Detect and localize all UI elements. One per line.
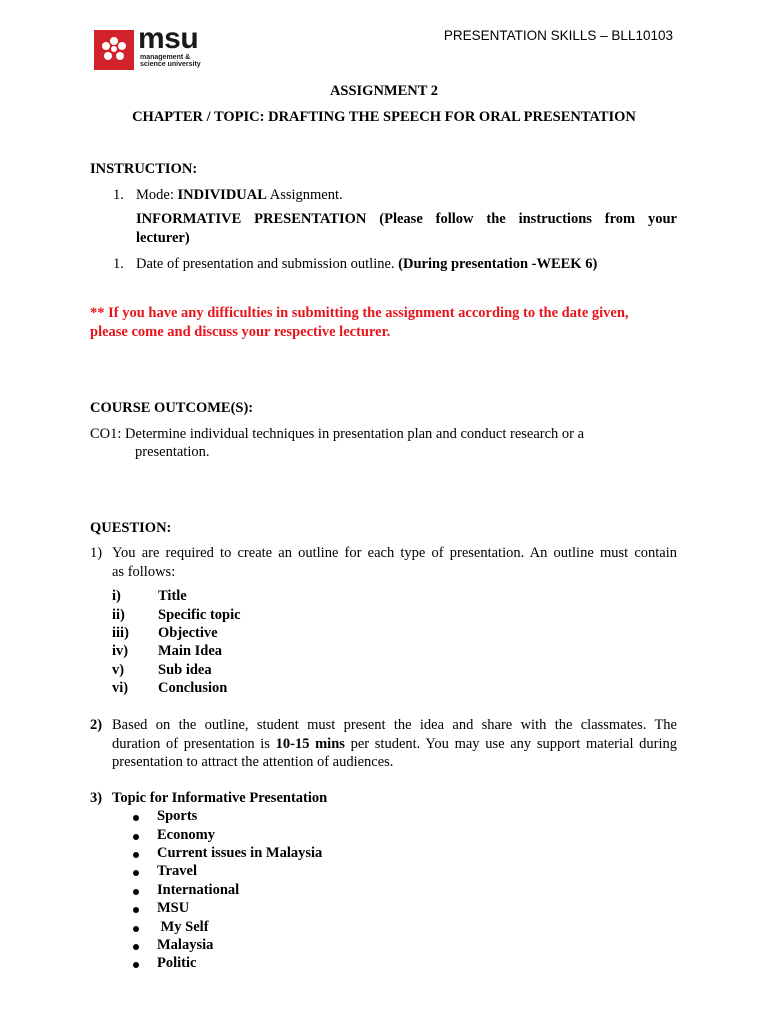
instruction-informative-cont: lecturer)	[136, 230, 190, 246]
question-1-text: You are required to create an outline for each type of presentation. An outline must contain	[112, 545, 677, 561]
topic-item-politic: Politic	[157, 955, 197, 971]
outline-item-conclusion: Conclusion	[158, 680, 228, 696]
outline-item-title: Title	[158, 588, 187, 604]
outline-item-number: vi)	[112, 680, 129, 696]
topic-item-economy: Economy	[157, 827, 215, 843]
question-2-text-cont: presentation to attract the attention of audiences.	[112, 754, 394, 770]
topic-item-travel: Travel	[157, 863, 197, 879]
question-1-text-cont: as follows:	[112, 564, 176, 580]
assignment-title: ASSIGNMENT 2	[329, 83, 439, 99]
outline-item-specific-topic: Specific topic	[158, 607, 241, 623]
course-header: PRESENTATION SKILLS – BLL10103	[443, 28, 673, 43]
course-outcome-co1: CO1: Determine individual techniques in presentation plan and conduct research or a	[90, 426, 585, 442]
instruction-informative: INFORMATIVE PRESENTATION (Please follow the instructions from your	[136, 211, 677, 227]
question-heading: QUESTION:	[90, 520, 172, 536]
bullet-icon	[133, 926, 139, 932]
bullet-icon	[133, 870, 139, 876]
topic-item-my-self: My Self	[157, 919, 209, 935]
outline-item-number: ii)	[112, 607, 125, 623]
question-2-duration: duration of presentation is 10-15 mins per student. You may use any support material during	[112, 736, 678, 752]
bullet-icon	[133, 852, 139, 858]
outline-item-number: i)	[112, 588, 121, 604]
question-2-text: Based on the outline, student must present the idea and share with the classmates. The	[112, 717, 677, 733]
topic-item-malaysia: Malaysia	[157, 937, 214, 953]
bullet-icon	[133, 907, 139, 913]
bullet-icon	[133, 834, 139, 840]
topic-item-sports: Sports	[157, 808, 198, 824]
chapter-topic: CHAPTER / TOPIC: DRAFTING THE SPEECH FOR ORAL PRESENTATION	[132, 109, 636, 125]
question-number: 1)	[90, 545, 103, 561]
instruction-item-number: 1.	[113, 256, 124, 272]
outline-item-number: v)	[112, 662, 125, 678]
topic-item-international: International	[157, 882, 240, 898]
outline-item-main-idea: Main Idea	[158, 643, 223, 659]
bullet-icon	[133, 815, 139, 821]
instruction-date: Date of presentation and submission outline. (During presentation -WEEK 6)	[136, 256, 598, 272]
msu-emblem-icon	[94, 30, 134, 70]
course-outcome-co1-cont: presentation.	[135, 444, 210, 460]
logo-wordmark: msu	[138, 22, 199, 55]
instruction-mode: Mode: INDIVIDUAL Assignment.	[136, 187, 343, 203]
bullet-icon	[133, 889, 139, 895]
outline-item-sub-idea: Sub idea	[158, 662, 212, 678]
msu-logo	[94, 22, 216, 72]
notice-line: ** If you have any difficulties in submitting the assignment according to the date given,	[90, 305, 629, 321]
bullet-icon	[133, 944, 139, 950]
instruction-heading: INSTRUCTION:	[90, 161, 198, 177]
topic-item-current-issues: Current issues in Malaysia	[157, 845, 323, 861]
logo-subtitle: management & science university	[140, 54, 201, 68]
instruction-item-number: 1.	[113, 187, 124, 203]
topic-item-msu: MSU	[157, 900, 190, 916]
course-outcomes-heading: COURSE OUTCOME(S):	[90, 400, 254, 416]
bullet-icon	[133, 962, 139, 968]
outline-item-number: iii)	[112, 625, 129, 641]
notice-line: please come and discuss your respective lecturer.	[90, 324, 391, 340]
question-3-heading: Topic for Informative Presentation	[112, 790, 328, 806]
outline-item-objective: Objective	[158, 625, 218, 641]
question-number: 2)	[90, 717, 103, 733]
question-number: 3)	[90, 790, 103, 806]
outline-item-number: iv)	[112, 643, 129, 659]
